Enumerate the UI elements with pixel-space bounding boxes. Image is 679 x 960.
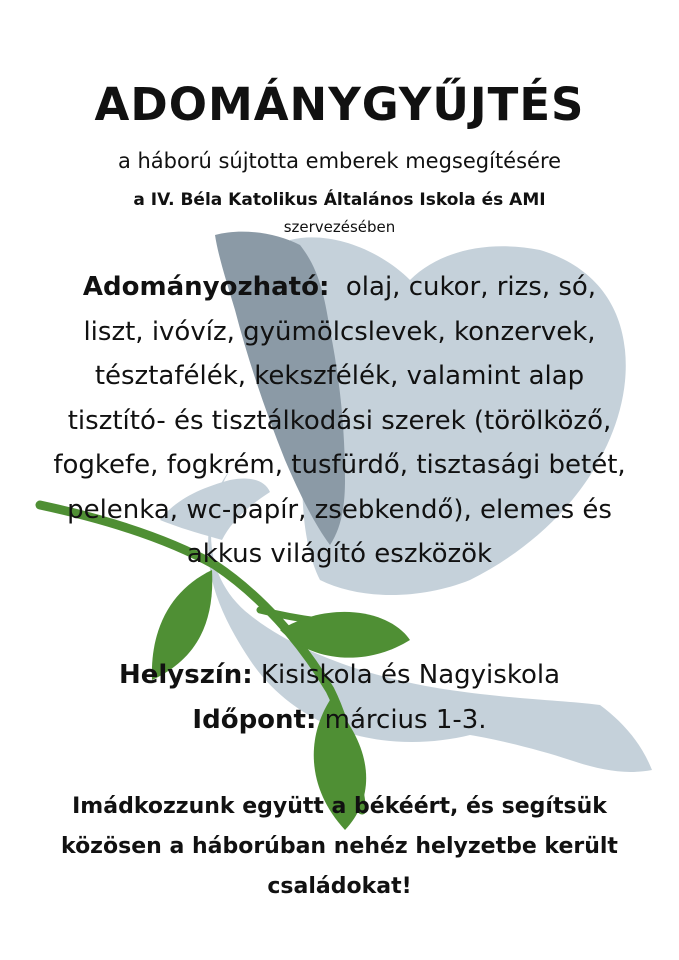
location-label: Helyszín: xyxy=(118,660,253,690)
date-label: Időpont: xyxy=(192,705,317,735)
organizer-suffix: szervezésében xyxy=(283,218,396,236)
location-value: Kisiskola és Nagyiskola xyxy=(260,660,561,690)
closing-message: Imádkozzunk együtt a békéért, és segítsük közösen a háborúban nehéz helyzetbe került családokat! xyxy=(61,794,618,899)
date-value: március 1-3. xyxy=(324,705,487,735)
donation-list: olaj, cukor, rizs, só, liszt, ivóvíz, gyümölcslevek, konzervek, tésztafélék, kekszfélék, valamint alap tisztító- és tisztálkodási szerek (törölköző, fogkefe, fogkrém, tusfürdő, tisztasági betét, pelenka, wc-papír, zsebkendő), elemes és akkus világító eszközök xyxy=(53,272,626,569)
flyer-subtitle: a háború sújtotta emberek megsegítésére xyxy=(117,149,562,173)
organizer-name: a IV. Béla Katolikus Általános Iskola és AMI xyxy=(133,190,546,210)
donation-items xyxy=(50,265,629,577)
date-line xyxy=(0,705,679,736)
donation-label: Adományozható: xyxy=(82,272,330,302)
flyer-title: ADOMÁNYGYŰJTÉS xyxy=(94,78,585,131)
location-line xyxy=(0,660,679,691)
